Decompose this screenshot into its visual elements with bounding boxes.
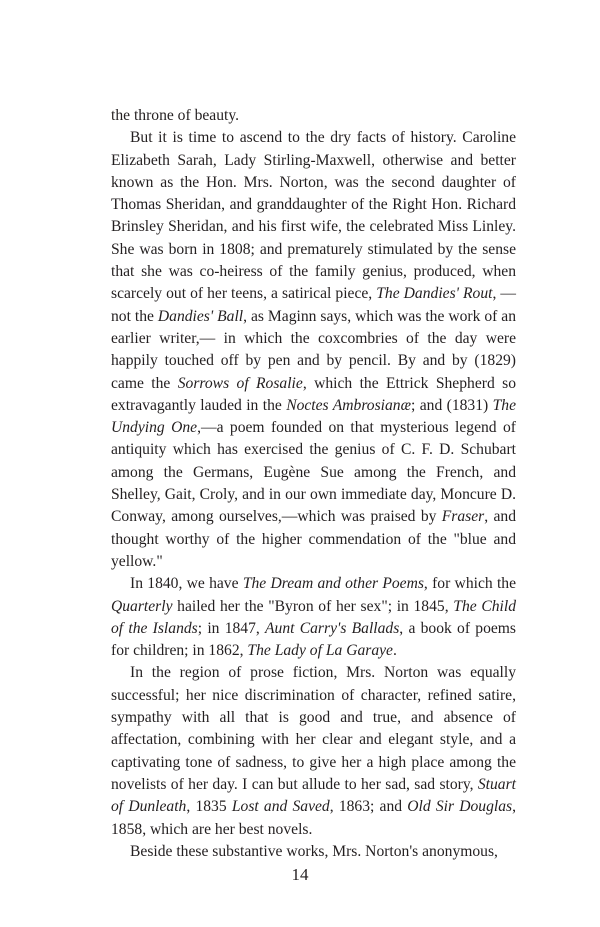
italic-title: Quarterly <box>111 597 173 615</box>
paragraph-prose-fiction: In the region of prose fiction, Mrs. Norton was equally successful; her nice discrimination of character, refined satire, sympathy with all that is good and true, and absence of affectation, combining with her clear and elegant style, and a captivating tone of sadness, to give her a high place among the novelists of her day. I can but allude to her sad, sad story, Stuart of Dunleath, 1835 Lost and Saved, 1863; and Old Sir Douglas, 1858, which are her best novels. <box>111 664 516 838</box>
italic-title: Lost and Saved <box>231 798 330 816</box>
italic-title: The Dandies' Rout <box>376 285 493 303</box>
italic-title: Dandies' Ball <box>157 307 244 325</box>
italic-title: Aunt Carry's Ballads <box>265 619 400 637</box>
paragraph-continuation: the throne of beauty. <box>111 107 240 124</box>
italic-title: The Undying One <box>111 396 517 437</box>
italic-title: Old Sir Douglas <box>407 798 513 816</box>
italic-title: Noctes Ambrosianæ <box>286 396 412 414</box>
italic-title: The Lady of La Garaye <box>247 642 393 660</box>
page-number: 14 <box>291 865 309 884</box>
italic-title: The Child of the Islands <box>111 597 517 637</box>
paragraph-poems: In 1840, we have The Dream and other Poems, for which the Quarterly hailed her the "Byron of her sex"; in 1845, The Child of the Islands; in 1847, Aunt Carry's Ballads, a book of poems for children; in 1862, The Lady of La Garaye. <box>111 575 517 660</box>
italic-title: Sorrows of Rosalie <box>177 374 303 392</box>
italic-title: Stuart of Dunleath <box>111 775 516 816</box>
paragraph-anonymous-works: Beside these substantive works, Mrs. Norton's anonymous, <box>130 842 498 860</box>
italic-title: Fraser <box>441 508 485 526</box>
italic-title: The Dream and other Poems <box>242 575 424 593</box>
paragraph-history: But it is time to ascend to the dry facts of history. Caroline Elizabeth Sarah, Lady Stirling-Maxwell, otherwise and better known as the Hon. Mrs. Norton, was the second daughter of Thomas Sheridan, and granddaughter of the Right Hon. Richard Brinsley Sheridan, and his first wife, the celebrated Miss Linley. She was born in 1808; and prematurely stimulated by the sense that she was co-heiress of the family genius, produced, when scarcely out of her teens, a satirical piece, The Dandies' Rout, — not the Dandies' Ball, as Maginn says, which was the work of an earlier writer,— in which the coxcombries of the day were happily touched off by pen and by pencil. By and by (1829) came the Sorrows of Rosalie, which the Ettrick Shepherd so extravagantly lauded in the Noctes Ambrosianæ; and (1831) The Undying One,—a poem founded on that mysterious legend of antiquity which has exercised the genius of C. F. D. Schubart among the Germans, Eugène Sue among the French, and Shelley, Gait, Croly, and in our own immediate day, Moncure D. Conway, among ourselves,—which was praised by Fraser, and thought worthy of the higher commendation of the "blue and yellow." <box>111 129 517 570</box>
page-body-text <box>111 105 516 863</box>
